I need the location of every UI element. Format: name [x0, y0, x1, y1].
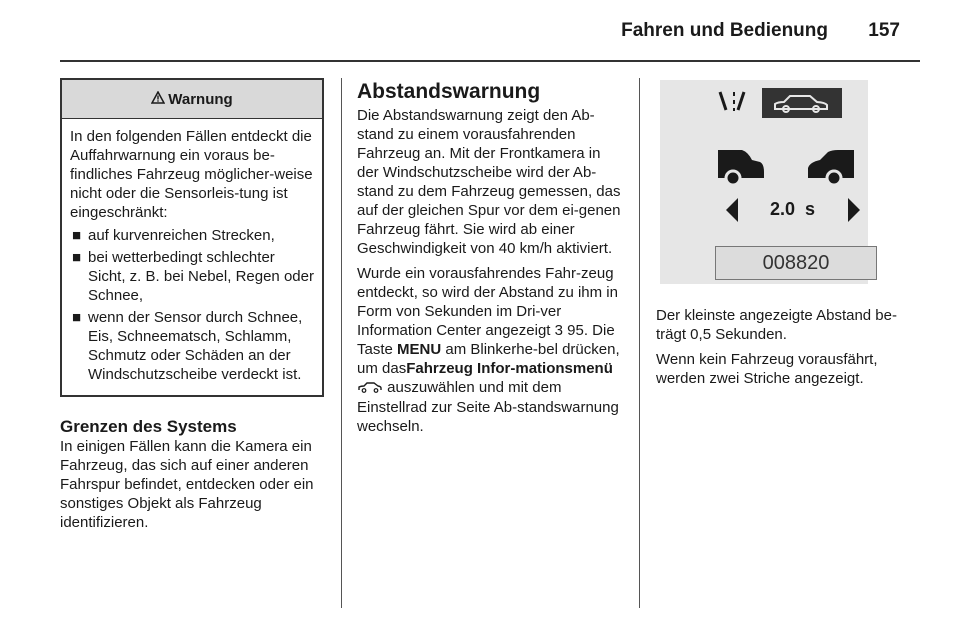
arrow-left-icon [726, 198, 738, 222]
warning-list [70, 226, 314, 384]
menu-key-label: MENU [397, 341, 442, 358]
column-left [60, 78, 324, 538]
column-divider-1 [341, 78, 342, 608]
page-reference: 3 95. Die Taste [357, 322, 615, 358]
car-icon [357, 379, 383, 398]
warning-body [62, 119, 322, 395]
distance-paragraph-1: Die Abstandswarnung zeigt den Ab-stand zu einem vorausfahrenden Fahrzeug an. Mit der Frontkamera in der Windschutzscheibe wird der Ab-stand zu dem Fahrzeug gemessen, das auf der gleichen Spur vor dem ei-genen Fahrzeug fährt. Sie wird ab einer Geschwindigkeit von 40 km/h aktiviert. [357, 107, 621, 257]
rear-car-icon [718, 150, 764, 185]
odometer-readout: 008820 [715, 246, 877, 280]
warning-box [60, 78, 324, 397]
distance-title: Abstandswarnung [357, 80, 541, 103]
limits-title: Grenzen des Systems [60, 417, 237, 436]
front-car-icon [808, 150, 854, 185]
warning-header [62, 80, 322, 119]
column-middle [357, 78, 625, 442]
page-header [60, 14, 900, 54]
car-symbol-bg [762, 88, 842, 118]
distance-display-illustration [660, 80, 868, 284]
warning-triangle-icon [151, 90, 165, 109]
lane-icon [720, 92, 744, 111]
limits-text: In einigen Fällen kann die Kamera ein Fahrzeug, das sich auf einer anderen Fahrspur befindet, entdecken oder ein sonstiges Objekt als Fahrzeug identifizieren. [60, 438, 314, 531]
right-paragraph-1: Der kleinste angezeigte Abstand be-trägt 0,5 Sekunden. [656, 307, 897, 343]
list-item: ■ auf kurvenreichen Strecken, [72, 227, 275, 244]
arrow-right-icon [848, 198, 860, 222]
distance-time-value: 2.0 s [770, 199, 816, 219]
header-rule [60, 60, 920, 62]
header-title: Fahren und Bedienung [621, 20, 828, 41]
column-right [656, 78, 922, 394]
warning-heading: Warnung [168, 90, 233, 108]
vehicle-info-menu-label: Fahrzeug Infor-mationsmenü [406, 360, 613, 377]
list-item: ■ bei wetterbedingt schlechter Sicht, z. B. bei Nebel, Regen oder Schnee, [72, 249, 314, 304]
bullet-icon: ■ [72, 227, 82, 244]
list-item: ■ wenn der Sensor durch Schnee, Eis, Schneematsch, Schlamm, Schmutz oder Schäden an der Windschutzscheibe verdeckt ist. [72, 309, 303, 383]
right-paragraph-2: Wenn kein Fahrzeug vorausfährt, werden zwei Striche angezeigt. [656, 351, 878, 387]
distance-paragraph-2: Wurde ein vorausfahrendes Fahr-zeug entdeckt, so wird der Abstand zu ihm in Form von Sekunden im Dri-ver Information Center angezeigt 3 95. Die Taste MENU am Blinkerhe-bel drücken, um dasFahrzeug Infor-mationsmenü auszuwählen und mit dem Einstellrad zur Seite Ab-standswarnung wechseln. [357, 265, 620, 435]
bullet-icon: ■ [72, 249, 82, 266]
warning-intro: In den folgenden Fällen entdeckt die Auffahrwarnung ein voraus be-findliches Fahrzeug möglicher-weise nicht oder die Sensorleis-tung ist eingeschränkt: [70, 128, 313, 221]
page-number: 157 [868, 20, 900, 41]
column-divider-2 [639, 78, 640, 608]
bullet-icon: ■ [72, 309, 82, 326]
